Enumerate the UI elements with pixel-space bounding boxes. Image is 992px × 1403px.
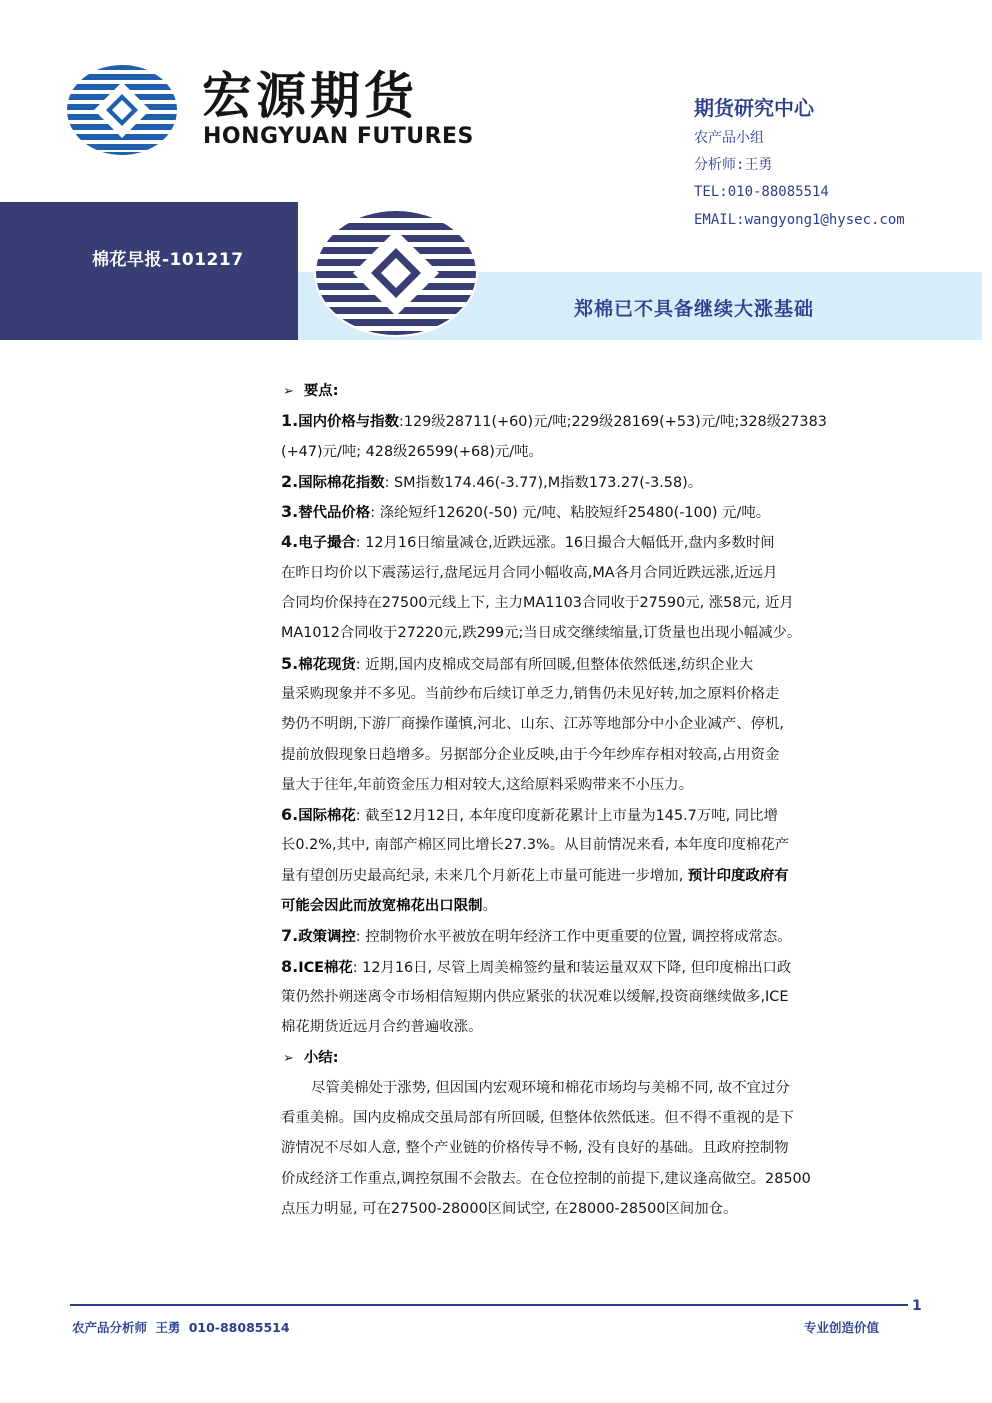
- report-title: 棉花早报-101217: [92, 250, 244, 270]
- point-3-number: 3.: [281, 502, 299, 522]
- point-6-line-3-text: 量有望创历史最高纪录, 未来几个月新花上市量可能进一步增加,: [281, 867, 688, 884]
- footer-analyst-info: 农产品分析师 王勇 010-88085514: [72, 1320, 290, 1335]
- point-5-line-2: 量采购现象并不多见。当前纱布后续订单乏力,销售仍未见好转,加之原料价格走: [281, 685, 780, 702]
- point-5-line-3: 势仍不明朗,下游厂商操作谨慎,河北、山东、江苏等地部分中小企业减产、停机,: [281, 716, 785, 733]
- point-4-label: 电子撮合: [298, 535, 356, 552]
- point-3-text: : 涤纶短纤12620(-50) 元/吨、粘胶短纤25480(-100) 元/吨。: [370, 505, 771, 522]
- point-2-line-1: [281, 467, 915, 497]
- point-8-line-1: [281, 952, 915, 982]
- point-4-line-3: 合同均价保持在27500元线上下, 主力MA1103合同收于27590元, 涨58元, 近月: [281, 595, 794, 612]
- summary-heading-row: [281, 1043, 915, 1073]
- point-6-line-1: [281, 800, 915, 830]
- footer-slogan: 专业创造价值: [804, 1320, 880, 1335]
- footer-divider: [70, 1304, 908, 1306]
- point-7-text: : 控制物价水平被放在明年经济工作中更重要的位置, 调控将成常态。: [355, 929, 792, 946]
- point-1-label: 国内价格与指数: [298, 414, 399, 431]
- point-8-line-2: 策仍然扑朔迷离令市场相信短期内供应紧张的状况难以缓解,投资商继续做多,ICE: [281, 988, 789, 1005]
- point-6-line-4: [281, 891, 915, 921]
- summary-line-5: 点压力明显, 可在27500-28000区间试空, 在28000-28500区间加仓。: [281, 1201, 738, 1218]
- point-4-number: 4.: [281, 532, 299, 552]
- point-5-line-5: 量大于往年,年前资金压力相对较大,这给原料采购带来不小压力。: [281, 776, 694, 793]
- point-5-line-4: 提前放假现象日趋增多。另据部分企业反映,由于今年纱库存相对较高,占用资金: [281, 746, 780, 763]
- summary-line-3: 游情况不尽如人意, 整个产业链的价格传导不畅, 没有良好的基础。且政府控制物: [281, 1140, 789, 1157]
- key-points-heading: 要点:: [303, 383, 339, 399]
- summary-line-2: 看重美棉。国内皮棉成交虽局部有所回暖, 但整体依然低迷。但不得不重视的是下: [281, 1110, 794, 1127]
- brand-name-en: HONGYUAN FUTURES: [203, 124, 474, 149]
- analyst-tel: TEL:010-88085514: [694, 184, 829, 200]
- point-3-label: 替代品价格: [298, 505, 371, 522]
- point-6-emphasis-1: 预计印度政府有: [687, 867, 789, 884]
- page-number: 1: [912, 1298, 922, 1314]
- point-6-line-3: [281, 861, 915, 891]
- point-5-label: 棉花现货: [298, 656, 356, 673]
- summary-line-4: 价成经济工作重点,调控氛围不会散去。在仓位控制的前提下,建议逢高做空。28500: [281, 1170, 811, 1187]
- company-logo-icon: [66, 64, 178, 156]
- group-name: 农产品小组: [694, 130, 764, 146]
- point-1-line-2: (+47)元/吨; 428级26599(+68)元/吨。: [281, 443, 543, 460]
- point-1-number: 1.: [281, 411, 299, 431]
- point-6-label: 国际棉花: [298, 808, 356, 825]
- summary-heading: 小结:: [303, 1049, 339, 1066]
- point-8-line-3: 棉花期货近远月合约普遍收涨。: [281, 1019, 483, 1036]
- point-1-line-1: [281, 406, 915, 436]
- point-4-line-1: [281, 527, 915, 557]
- point-5-text: : 近期,国内皮棉成交局部有所回暖,但整体依然低迷,纺织企业大: [355, 656, 754, 673]
- arrow-bullet-icon: ➢: [283, 384, 294, 399]
- report-body: [281, 376, 915, 1224]
- point-4-text: : 12月16日缩量减仓,近跌远涨。16日撮合大幅低开,盘内多数时间: [355, 535, 775, 552]
- research-center-title: 期货研究中心: [694, 96, 814, 120]
- point-5-number: 5.: [281, 653, 299, 673]
- point-4-line-2: 在昨日均价以下震荡运行,盘尾远月合同小幅收高,MA各月合同近跌远涨,近远月: [281, 564, 778, 581]
- point-7-line-1: [281, 921, 915, 951]
- point-2-label: 国际棉花指数: [298, 474, 385, 491]
- point-4-line-4: MA1012合同收于27220元,跌299元;当日成交继续缩量,订货量也出现小幅减少。: [281, 625, 802, 642]
- point-7-label: 政策调控: [298, 929, 356, 946]
- banner-logo-icon: [312, 208, 480, 338]
- point-6-line-4-tail: 。: [482, 898, 497, 915]
- point-5-line-1: [281, 649, 915, 679]
- summary-line-1: 尽管美棉处于涨势, 但因国内宏观环境和棉花市场均与美棉不同, 故不宜过分: [311, 1079, 790, 1096]
- point-3-line-1: [281, 497, 915, 527]
- point-6-line-2: 长0.2%,其中, 南部产棉区同比增长27.3%。从目前情况来看, 本年度印度棉花产: [281, 837, 790, 854]
- analyst-email: EMAIL:wangyong1@hysec.com: [694, 212, 905, 228]
- analyst-name: 分析师:王勇: [694, 157, 773, 173]
- point-7-number: 7.: [281, 926, 299, 946]
- arrow-bullet-icon: ➢: [283, 1050, 294, 1066]
- brand-name-cn: 宏源期货: [202, 67, 418, 125]
- point-6-number: 6.: [281, 805, 299, 825]
- point-8-text: : 12月16日, 尽管上周美棉签约量和装运量双双下降, 但印度棉出口政: [352, 959, 792, 976]
- point-1-text: :129级28711(+60)元/吨;229级28169(+53)元/吨;328级27383: [398, 414, 827, 431]
- point-8-number: 8.: [281, 956, 299, 976]
- key-points-heading-row: [281, 376, 915, 406]
- report-headline: 郑棉已不具备继续大涨基础: [574, 298, 815, 320]
- point-6-emphasis-2: 可能会因此而放宽棉花出口限制: [281, 898, 483, 915]
- point-6-text: : 截至12月12日, 本年度印度新花累计上市量为145.7万吨, 同比增: [355, 808, 778, 825]
- banner-dark-block: [0, 202, 298, 340]
- point-8-label: ICE棉花: [298, 959, 353, 976]
- point-2-text: : SM指数174.46(-3.77),M指数173.27(-3.58)。: [384, 474, 703, 491]
- point-2-number: 2.: [281, 471, 299, 491]
